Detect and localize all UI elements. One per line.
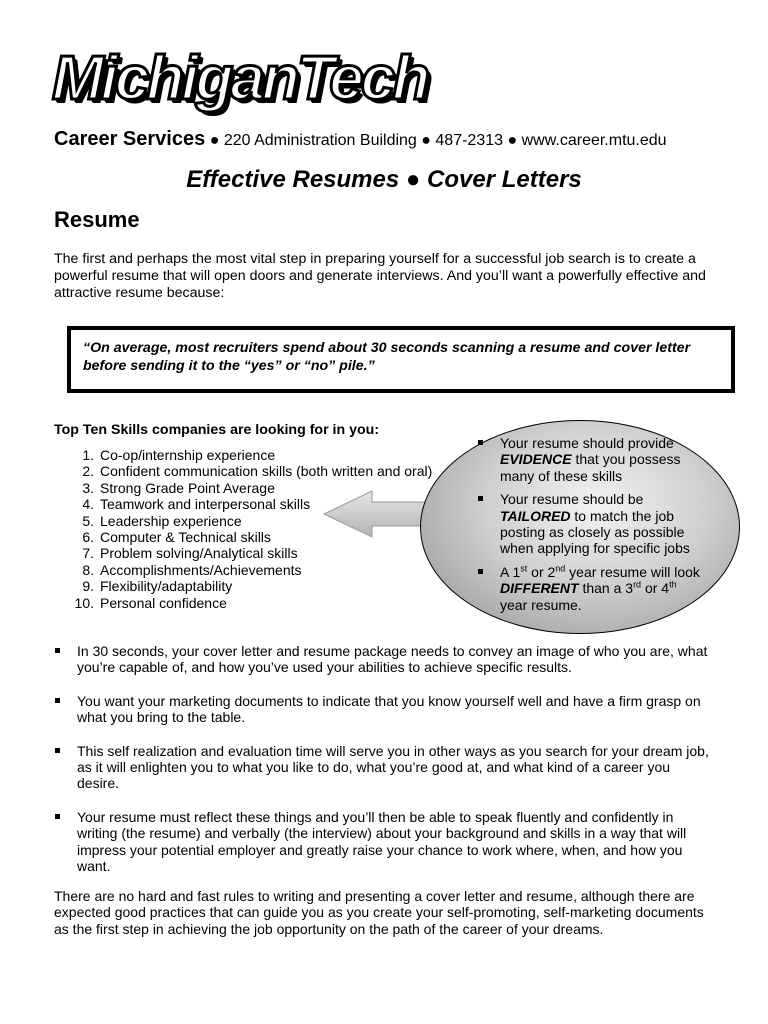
list-item: 5. Leadership experience — [82, 512, 242, 529]
closing-paragraph: There are no hard and fast rules to writing and presenting a cover letter and resume, although there are expected good practices that can guide you as you create your self-promoting, self-marketing documents as the first step in achieving the job opportunity on the path of the career of your dreams. — [54, 888, 704, 937]
address: 220 Administration Building — [223, 132, 417, 149]
list-item: You want your marketing documents to indicate that you know yourself well and have a firm grasp on what you bring to the table. — [54, 693, 714, 726]
bullet-square-icon — [478, 496, 483, 501]
tips-list — [476, 435, 706, 620]
quote-text: “On average, most recruiters spend about 30 seconds scanning a resume and cover letter before sending it to the “yes” or “no” pile.” — [83, 340, 691, 374]
list-item: In 30 seconds, your cover letter and resume package needs to convey an image of who you are, what you’re capable of, and how you’ve used your abilities to achieve specific results. — [54, 643, 714, 676]
quote-box — [67, 326, 735, 393]
bullet-square-icon — [55, 648, 60, 653]
list-item: 10. Personal confidence — [74, 594, 227, 611]
section-heading: Resume — [54, 207, 140, 232]
key-points-list — [54, 643, 714, 891]
list-item: 1. Co-op/internship experience — [82, 447, 276, 463]
bullet-square-icon — [55, 814, 60, 819]
document-title: Effective Resumes ● Cover Letters — [186, 166, 582, 193]
bullet-square-icon — [478, 569, 483, 574]
separator-1: ● — [209, 132, 220, 149]
phone: 487-2313 — [435, 132, 504, 149]
intro-paragraph: The first and perhaps the most vital step in preparing yourself for a successful job search is to create a powerful resume that will open doors and generate interviews. And you’ll want a powerfully effective and attractive resume because: — [54, 251, 706, 301]
separator-3: ● — [507, 132, 518, 149]
bullet-square-icon — [55, 748, 60, 753]
michigan-tech-logo: MichiganTech — [52, 44, 428, 113]
list-item: 2. Confident communication skills (both written and oral) — [82, 463, 433, 480]
list-item: 7. Problem solving/Analytical skills — [82, 545, 298, 562]
department-name: Career Services — [54, 128, 206, 150]
list-item: A 1st or 2nd year resume will look DIFFERENT than a 3rd or 4th year resume. — [476, 564, 706, 613]
website: www.career.mtu.edu — [521, 132, 667, 149]
list-item: 8. Accomplishments/Achievements — [82, 561, 302, 578]
list-item: 4. Teamwork and interpersonal skills — [82, 496, 311, 513]
list-item: 6. Computer & Technical skills — [82, 529, 271, 546]
bullet-square-icon — [478, 440, 483, 445]
separator-2: ● — [421, 132, 431, 149]
list-item: 9. Flexibility/adaptability — [82, 578, 233, 595]
list-item: This self realization and evaluation time will serve you in other ways as you search for your dream job, as it will enlighten you to what you like to do, what you’re good at, and what kind of a career you desire. — [54, 743, 714, 792]
contact-line — [54, 128, 667, 151]
left-arrow-icon — [322, 488, 432, 540]
list-item: Your resume should be TAILORED to match the job posting as closely as possible when applying for specific jobs — [476, 491, 706, 557]
list-item: Your resume should provide EVIDENCE that you possess many of these skills — [476, 435, 706, 484]
bullet-square-icon — [55, 698, 60, 703]
list-item: Your resume must reflect these things and you’ll then be able to speak fluently and confidently in writing (the resume) and verbally (the interview) about your background and skills in a way that will impress your potential employer and greatly raise your chance to work where, when, and how you want. — [54, 809, 714, 875]
list-item: 3. Strong Grade Point Average — [82, 479, 275, 496]
skills-heading: Top Ten Skills companies are looking for in you: — [54, 422, 380, 438]
